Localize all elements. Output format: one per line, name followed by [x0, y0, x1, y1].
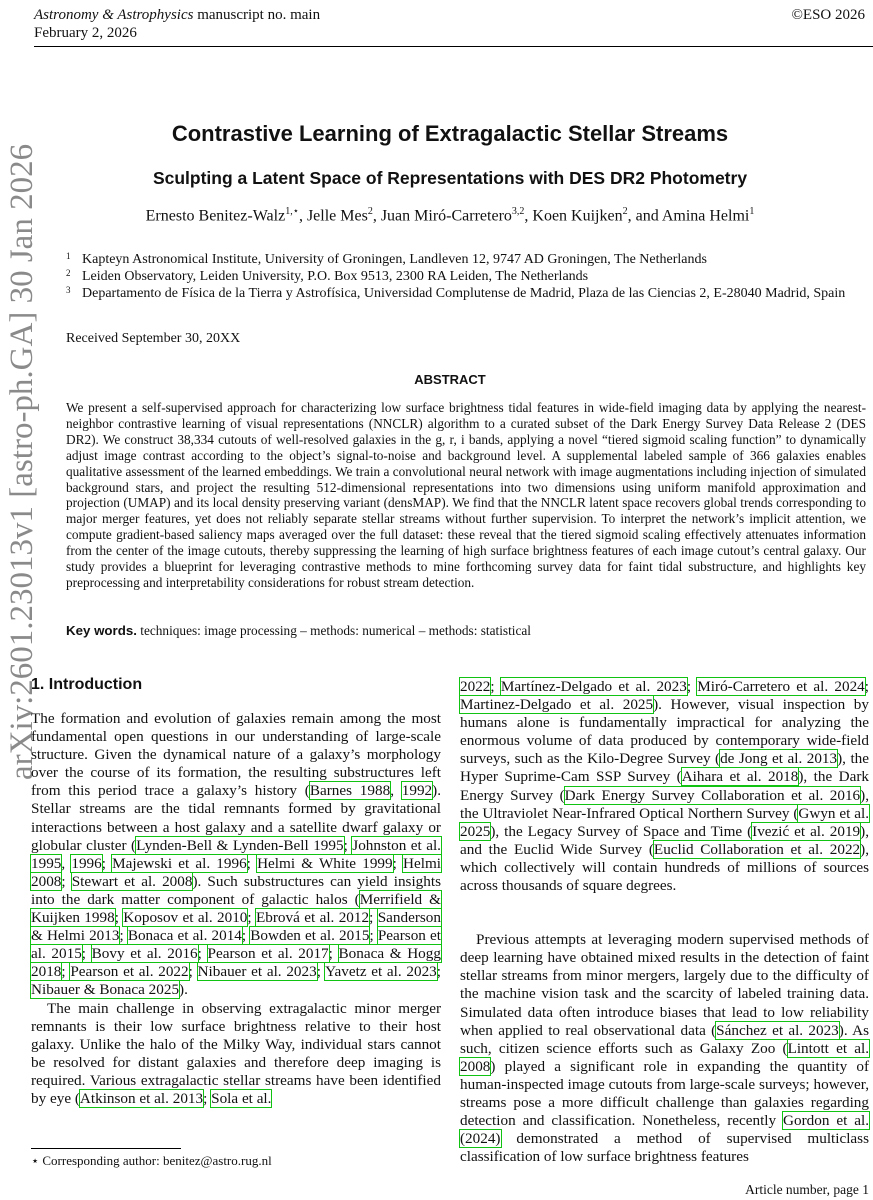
- affiliation-number: 1: [66, 251, 71, 261]
- citation-link[interactable]: Gwyn et al. 2025: [460, 804, 870, 840]
- text-run: ;: [101, 854, 113, 872]
- left-column: [31, 710, 441, 1108]
- text-run: ;: [328, 945, 339, 963]
- citation-link[interactable]: Bonaca et al. 2014: [127, 927, 242, 945]
- text-run: ;: [188, 963, 198, 981]
- page-footer: Article number, page 1: [745, 1182, 869, 1197]
- keywords-label: Key words.: [66, 623, 137, 638]
- affiliation-number: 3: [66, 285, 71, 295]
- text-run: ;: [61, 872, 72, 890]
- text-run: ). Such substructures can yield insights into the dark matter component of galactic halos (: [31, 872, 441, 908]
- paragraph: [31, 710, 441, 1000]
- citation-link[interactable]: Nibauer & Bonaca 2025: [31, 981, 180, 999]
- affiliation-number: 2: [66, 268, 71, 278]
- citation-link[interactable]: Martínez-Delgado et al. 2023: [500, 678, 687, 695]
- citation-link[interactable]: Ivezić et al. 2019: [752, 822, 861, 840]
- paper-title: Contrastive Learning of Extragalactic Stellar Streams: [171, 121, 729, 146]
- citation-link[interactable]: Sánchez et al. 2023: [716, 1021, 839, 1039]
- text-run: The formation and evolution of galaxies remain among the most fundamental open questions in our understanding of large-scale structure. Given the dynamical nature of a galaxy’s morphology over the course of its formation, the resulting substructures left from this period trace a galaxy’s history (: [31, 710, 441, 800]
- citation-link[interactable]: Majewski et al. 1996: [112, 854, 247, 872]
- citation-link[interactable]: 1992: [401, 782, 433, 800]
- affiliation-1: [66, 251, 846, 268]
- text-run: ). Stellar streams are the tidal remnants formed by gravitational interactions between a host galaxy and a satellite dwarf galaxy or globular cluster (: [31, 782, 441, 854]
- citation-link[interactable]: Helmi & White 1999: [257, 854, 393, 872]
- citation-link[interactable]: de Jong et al. 2013: [720, 750, 838, 768]
- header-copyright: ©ESO 2026: [791, 7, 865, 23]
- text-run: ;: [316, 963, 326, 981]
- text-run: ;: [343, 836, 353, 854]
- text-run: ;: [490, 678, 501, 695]
- text-run: ), the Legacy Survey of Space and Time (: [490, 822, 753, 840]
- citation-link[interactable]: 2022: [460, 678, 491, 695]
- keywords: [66, 623, 531, 639]
- citation-link[interactable]: Atkinson et al. 2013: [79, 1089, 204, 1107]
- text-run: ,: [390, 782, 402, 800]
- citation-link[interactable]: Martinez-Delgado et al. 2025: [460, 696, 654, 714]
- paper-subtitle: Sculpting a Latent Space of Representations with DES DR2 Photometry: [152, 168, 748, 188]
- citation-link[interactable]: Barnes 1988: [309, 782, 391, 800]
- text-run: ) played a significant role in expanding the quantity of human-inspected image cutouts from large-scale surveys; however, streams pose a more difficult challenge than galaxies regarding detection and classification. Nonetheless, recently: [460, 1057, 869, 1130]
- text-run: ). However, visual inspection by humans alone is fundamentally impractical for analyzing the enormous volume of data produced by contemporary wide-field surveys, such as the Kilo-Degree Survey (: [460, 696, 869, 768]
- paragraph: [460, 931, 869, 1166]
- citation-link[interactable]: Nibauer et al. 2023: [197, 963, 317, 981]
- affiliation-text: Leiden Observatory, Leiden University, P.O. Box 9513, 2300 RA Leiden, The Netherlands: [82, 269, 589, 284]
- text-run: ;: [436, 963, 442, 981]
- text-run: ).: [179, 981, 188, 999]
- manuscript-label: manuscript no. main: [197, 7, 321, 23]
- right-column: [460, 678, 869, 1166]
- paragraph: [31, 1000, 441, 1109]
- affiliation-3: [66, 285, 846, 302]
- citation-link[interactable]: Pearson et al. 2015: [31, 927, 442, 963]
- citation-link[interactable]: Koposov et al. 2010: [123, 909, 248, 927]
- citation-link[interactable]: Merrifield & Kuijken 1998: [31, 890, 441, 927]
- journal-header: [34, 6, 320, 25]
- arxiv-stamp[interactable]: arXiv:2601.23013v1 [astro-ph.GA] 30 Jan 2026: [4, 143, 40, 780]
- text-run: ;: [247, 909, 256, 927]
- citation-link[interactable]: Ebrová et al. 2012: [256, 909, 370, 927]
- citation-link[interactable]: Euclid Collaboration et al. 2022: [653, 840, 861, 858]
- citation-link[interactable]: Bowden et al. 2015: [250, 927, 370, 945]
- paragraph: [460, 678, 869, 895]
- text-run: ), which collectively will contain hundreds of millions of sources across thousands of square degrees.: [460, 840, 869, 895]
- journal-name: Astronomy & Astrophysics: [34, 7, 194, 23]
- text-run: ), the Hyper Suprime-Cam SSP Survey (: [460, 750, 869, 786]
- citation-link[interactable]: Bovy et al. 2016: [91, 945, 198, 963]
- text-run: ,: [61, 854, 72, 872]
- section-title: 1. Introduction: [31, 676, 143, 693]
- citation-link[interactable]: Yavetz et al. 2023: [325, 963, 437, 981]
- affiliation-2: [66, 268, 846, 285]
- citation-link[interactable]: 1996: [71, 854, 102, 872]
- citation-link[interactable]: Pearson et al. 2017: [207, 945, 329, 963]
- header-rule: [34, 46, 873, 47]
- footnote-rule: [31, 1148, 181, 1149]
- citation-link[interactable]: Lintott et al. 2008: [460, 1039, 870, 1075]
- abstract-heading: ABSTRACT: [414, 372, 486, 387]
- citation-link[interactable]: Lynden-Bell & Lynden-Bell 1995: [136, 836, 344, 854]
- citation-link[interactable]: Johnston et al. 1995: [31, 836, 441, 872]
- text-run: ;: [197, 945, 208, 963]
- citation-link[interactable]: Sola et al.: [211, 1089, 272, 1107]
- text-run: ;: [81, 945, 92, 963]
- affiliation-text: Departamento de Física de la Tierra y Astrofísica, Universidad Complutense de Madrid, Plaza de las Ciencias 2, E-28040 Madrid, Spain: [82, 286, 846, 301]
- text-run: ), and the Euclid Wide Survey (: [460, 822, 869, 858]
- citation-link[interactable]: Helmi 2008: [31, 854, 441, 890]
- abstract-text: We present a self-supervised approach for characterizing low surface brightness tidal features in wide-field imaging data by applying the nearest-neighbor contrastive learning of visual representations (NNCLR) algorithm to a curated subset of the Dark Energy Survey Data Release 2 (DES DR2). We construct 38,334 cutouts of well-resolved galaxies in the g, r, i bands, applying a novel “tiered sigmoid scaling function” to dynamically adjust image contrast according to the object’s signal-to-noise and background level. A supplemental labeled sample of 366 galaxies enables qualitative assessment of the learned embeddings. We train a convolutional neural network with image augmentations including injection of simulated background stars, and project the resulting 512-dimensional representations into two dimensions using uniform manifold approximation and projection (UMAP) and its local density preserving variant (densMAP). We find that the NNCLR latent space recovers global trends corresponding to major merger features, yet does not reliably separate stellar streams without further supervision. To interpret the network’s implicit attention, we compute gradient-based saliency maps averaged over the full dataset: these reveal that the tiered sigmoid scaling effectively attenuates information from the center of the image cutouts, thereby suppressing the learning of high surface brightness features of each image cutout’s central galaxy. Our study provides a blueprint for leveraging contrastive methods to mine forthcoming survey data for faint tidal substructure, and highlights key preprocessing and interpretability considerations for robust stream detection.: [66, 400, 866, 590]
- text-run: ;: [114, 909, 124, 927]
- text-run: ), the Dark Energy Survey (: [460, 768, 869, 804]
- text-run: ;: [392, 854, 404, 872]
- text-run: demonstrated a method of supervised multiclass classification of low surface brightness features: [460, 1130, 869, 1166]
- citation-link[interactable]: Gordon et al. (2024): [460, 1112, 870, 1148]
- text-run: ;: [119, 927, 128, 945]
- text-run: ;: [369, 909, 378, 927]
- citation-link[interactable]: Stewart et al. 2008: [71, 872, 193, 890]
- text-run: The main challenge in observing extragalactic minor merger remnants is their low surface brightness relative to their host galaxy. Unlike the halo of the Milky Way, individual stars cannot be resolved for distant galaxies and therefore deep imaging is required. Various extragalactic stellar streams have been identified by eye (: [31, 999, 441, 1107]
- citation-link[interactable]: Pearson et al. 2022: [70, 963, 189, 981]
- text-run: ;: [686, 678, 698, 695]
- text-run: ;: [203, 1089, 212, 1107]
- received-date: Received September 30, 20XX: [66, 331, 241, 346]
- citation-link[interactable]: Sanderson & Helmi 2013: [31, 909, 441, 945]
- text-run: ;: [246, 854, 258, 872]
- citation-link[interactable]: Bonaca & Hogg 2018: [31, 945, 441, 981]
- footnote: ⋆ Corresponding author: benitez@astro.rug.nl: [31, 1153, 272, 1168]
- citation-link[interactable]: Dark Energy Survey Collaboration et al. 2016: [564, 786, 861, 804]
- text-run: ;: [369, 927, 378, 945]
- keywords-text: techniques: image processing – methods: numerical – methods: statistical: [140, 623, 531, 638]
- text-run: ;: [61, 963, 71, 981]
- author-list: Ernesto Benitez-Walz$^{1,⋆}$, Jelle Mes$^2$, Juan Miró-Carretero$^{3,2}$, Koen Kuijken$^2$, and Amina Helmi$^1$: [145, 206, 755, 225]
- text-run: ), the Ultraviolet Near-Infrared Optical Northern Survey (: [460, 786, 869, 822]
- text-run: ;: [864, 678, 869, 695]
- text-run: Previous attempts at leveraging modern supervised methods of deep learning have obtained mixed results in the detection of faint stellar streams from minor mergers, largely due to the difficulty of the machine vision task and the scarcity of labeled training data. Simulated data often introduce biases that lead to low reliability when applied to real observational data (: [460, 931, 869, 1039]
- citation-link[interactable]: Aihara et al. 2018: [681, 768, 799, 786]
- text-run: ;: [241, 927, 251, 945]
- header-date: February 2, 2026: [34, 25, 137, 41]
- affiliation-text: Kapteyn Astronomical Institute, University of Groningen, Landleven 12, 9747 AD Groningen, The Netherlands: [82, 252, 707, 267]
- text-run: ). As such, citizen science efforts such as Galaxy Zoo (: [460, 1021, 869, 1057]
- citation-link[interactable]: Miró-Carretero et al. 2024: [697, 678, 865, 695]
